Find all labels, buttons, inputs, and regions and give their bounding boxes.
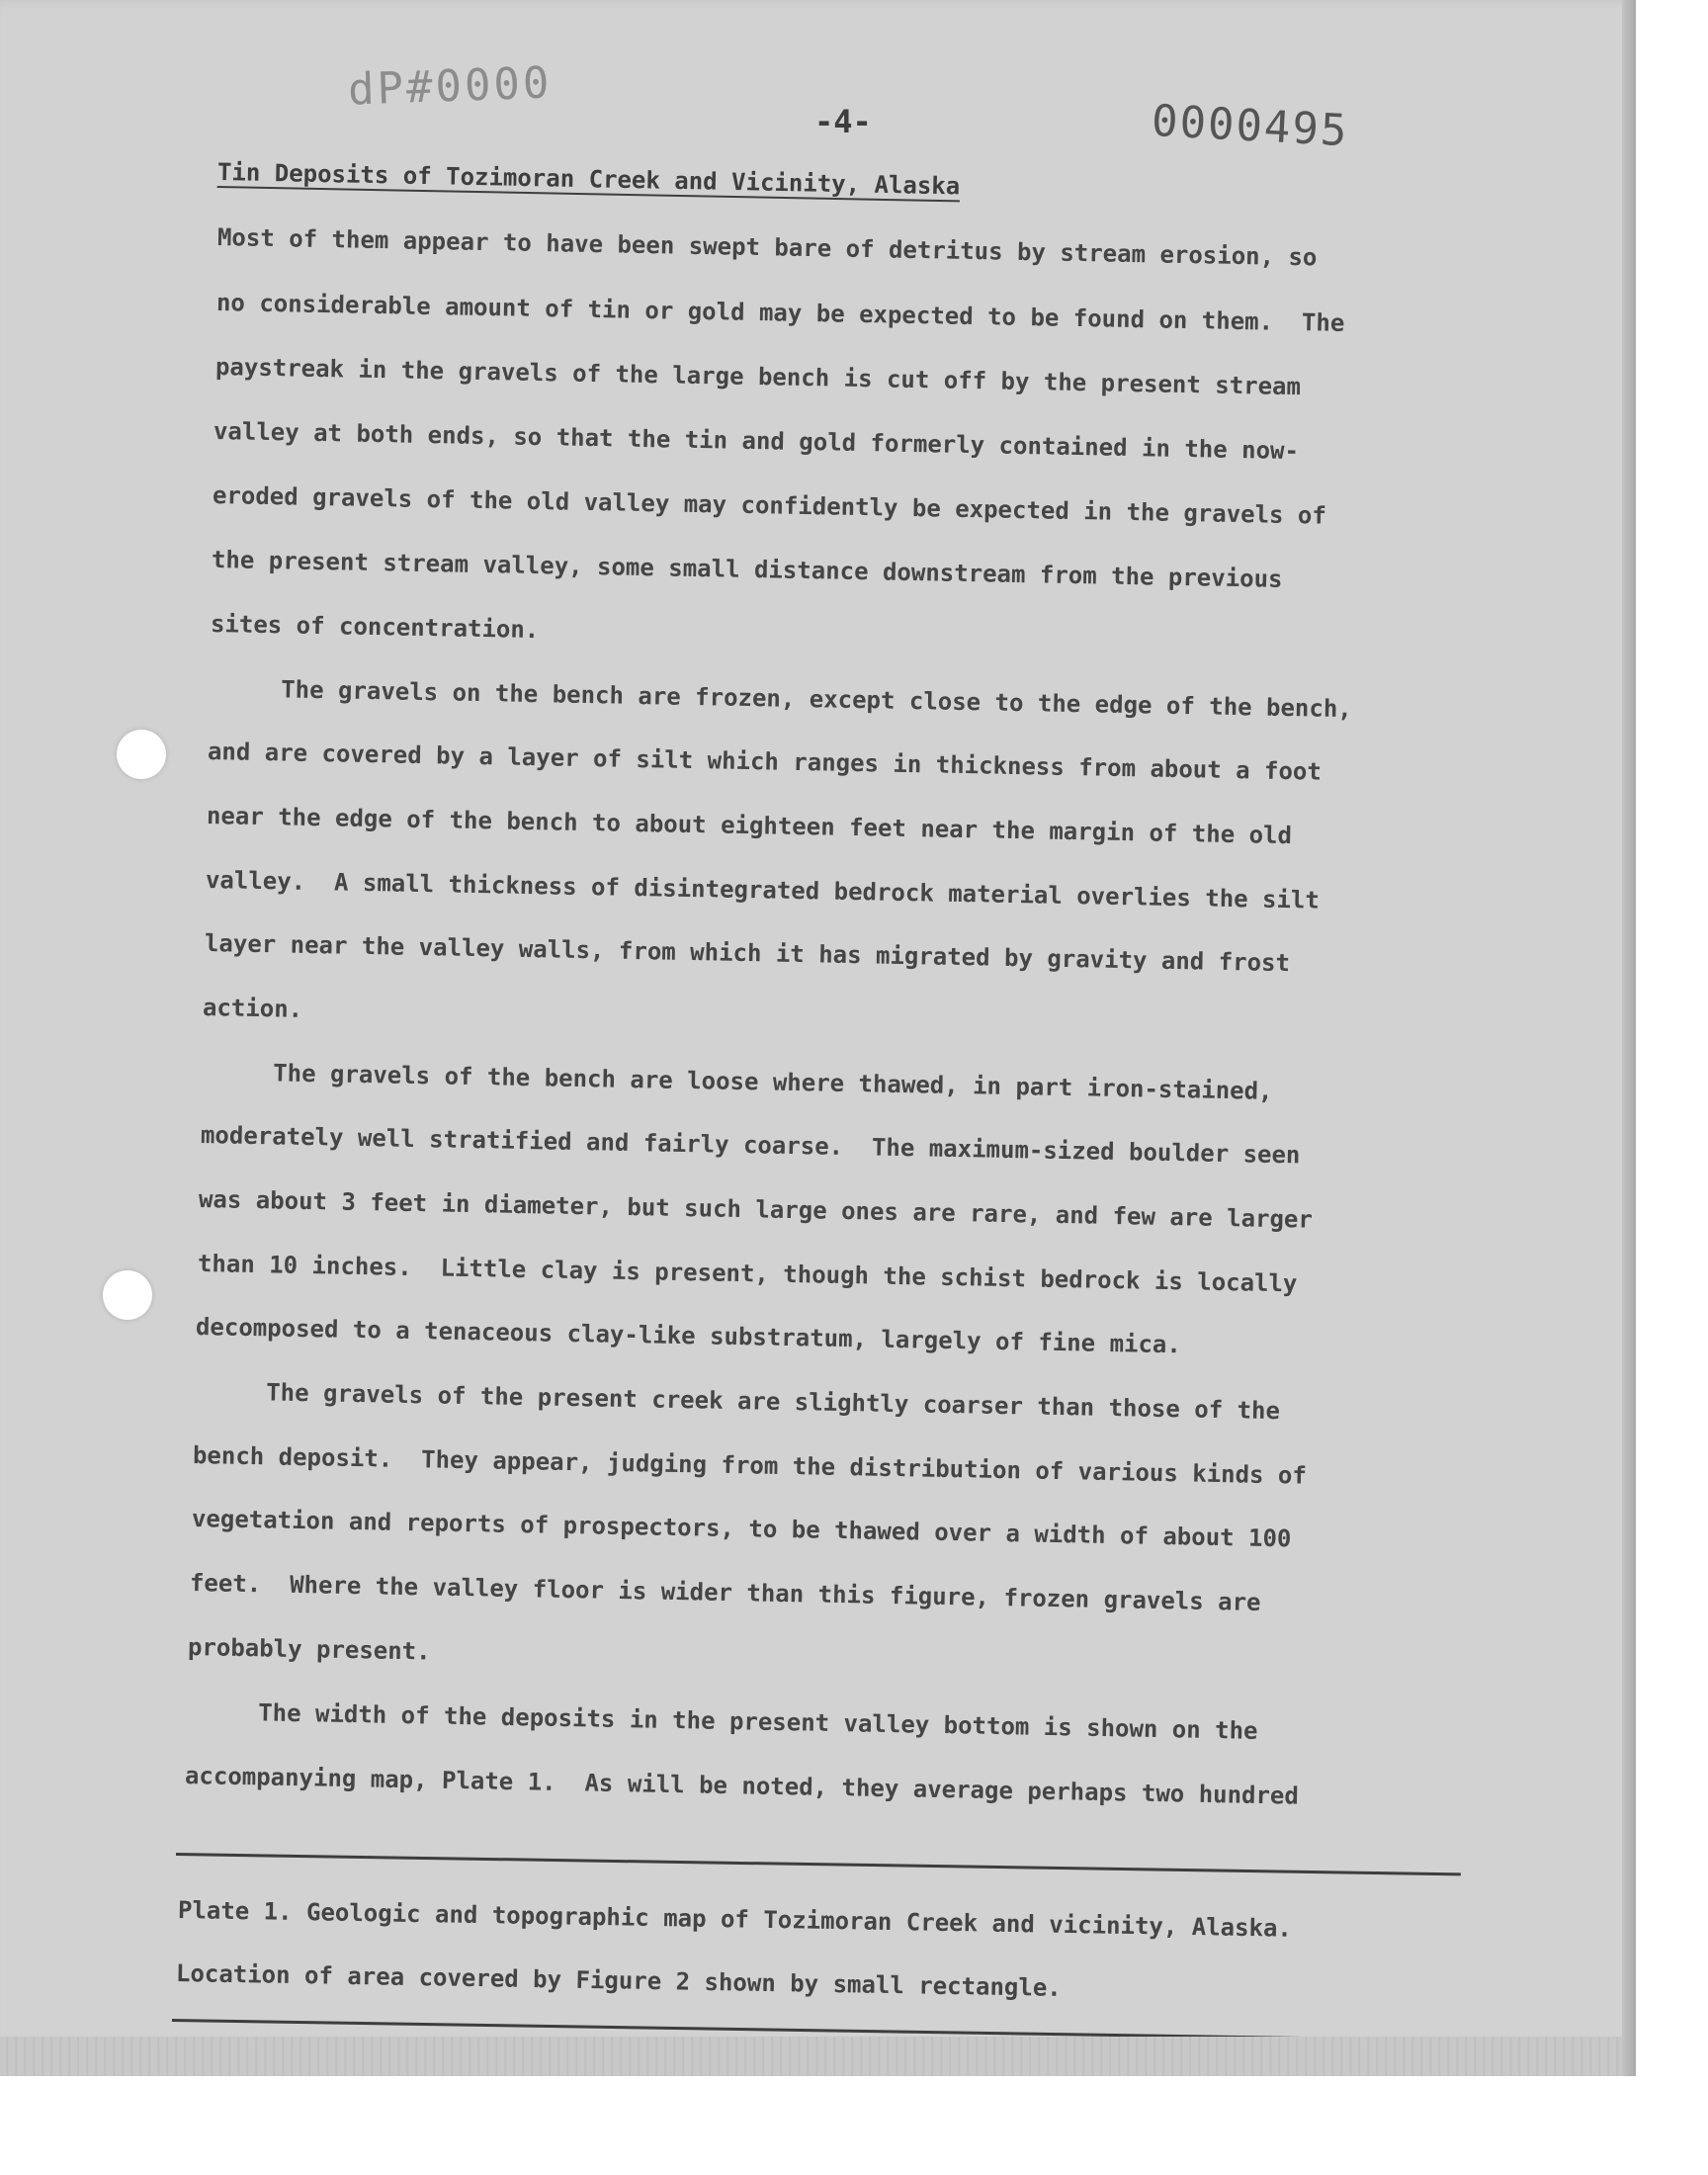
body-line: layer near the valley walls, from which it has migrated by gravity and frost [204,929,1291,978]
body-line: valley at both ends, so that the tin and gold formerly contained in the now- [213,417,1300,466]
punch-hole [103,1270,152,1320]
body-line: moderately well stratified and fairly coarse. The maximum-sized boulder seen [200,1121,1301,1170]
body-line: no considerable amount of tin or gold may be expected to be found on them. The [215,289,1345,337]
caption-line: Location of area covered by Figure 2 shown by small rectangle. [175,1959,1062,2002]
body-line: bench deposit. They appear, judging from the distribution of various kinds of [192,1441,1308,1490]
document-title: Tin Deposits of Tozimoran Creek and Vicinity, Alaska [216,158,961,201]
stamp-right: 0000495 [1150,95,1350,157]
scan-margin [0,2076,1708,2175]
punch-hole [117,730,166,779]
stamp-left: dP#0000 [347,57,554,116]
body-line: accompanying map, Plate 1. As will be noted, they average perhaps two hundred [184,1762,1300,1810]
body-line: the present stream valley, some small distance downstream from the previous [211,546,1283,593]
body-line: Most of them appear to have been swept bare of detritus by stream erosion, so [216,223,1318,272]
page-number: -4- [814,103,872,140]
body-line: near the edge of the bench to about eighteen feet near the margin of the old [206,802,1293,850]
body-line: The gravels of the present creek are slightly coarser than those of the [194,1377,1281,1426]
body-line: probably present. [187,1633,431,1666]
body-line: vegetation and reports of prospectors, to be thawed over a width of about 100 [191,1505,1292,1553]
body-line: decomposed to a tenaceous clay-like substratum, largely of fine mica. [195,1313,1182,1359]
body-line: valley. A small thickness of disintegrated bedrock material overlies the silt [205,866,1321,914]
caption-line: Plate 1. Geologic and topographic map of Tozimoran Creek and vicinity, Alaska. [177,1896,1293,1943]
caption-rule-top [176,1853,1461,1875]
body-line: The width of the deposits in the present valley bottom is shown on the [186,1697,1258,1745]
body-line: The gravels of the bench are loose where thawed, in part iron-stained, [201,1058,1273,1105]
body-line: The gravels on the bench are frozen, except close to the edge of the bench, [209,674,1353,724]
body-line: action. [202,994,303,1023]
body-line: feet. Where the valley floor is wider than this figure, frozen gravels are [189,1569,1261,1616]
page-bottom-edge [0,2037,1636,2076]
body-line: paystreak in the gravels of the large bench is cut off by the present stream [214,353,1302,401]
body-line: was about 3 feet in diameter, but such large ones are rare, and few are larger [198,1185,1314,1234]
body-line: and are covered by a layer of silt which ranges in thickness from about a foot [207,738,1323,786]
body-line: eroded gravels of the old valley may confidently be expected in the gravels of [212,481,1327,530]
body-line: sites of concentration. [210,610,540,645]
body-line: than 10 inches. Little clay is present, though the schist bedrock is locally [197,1250,1298,1298]
